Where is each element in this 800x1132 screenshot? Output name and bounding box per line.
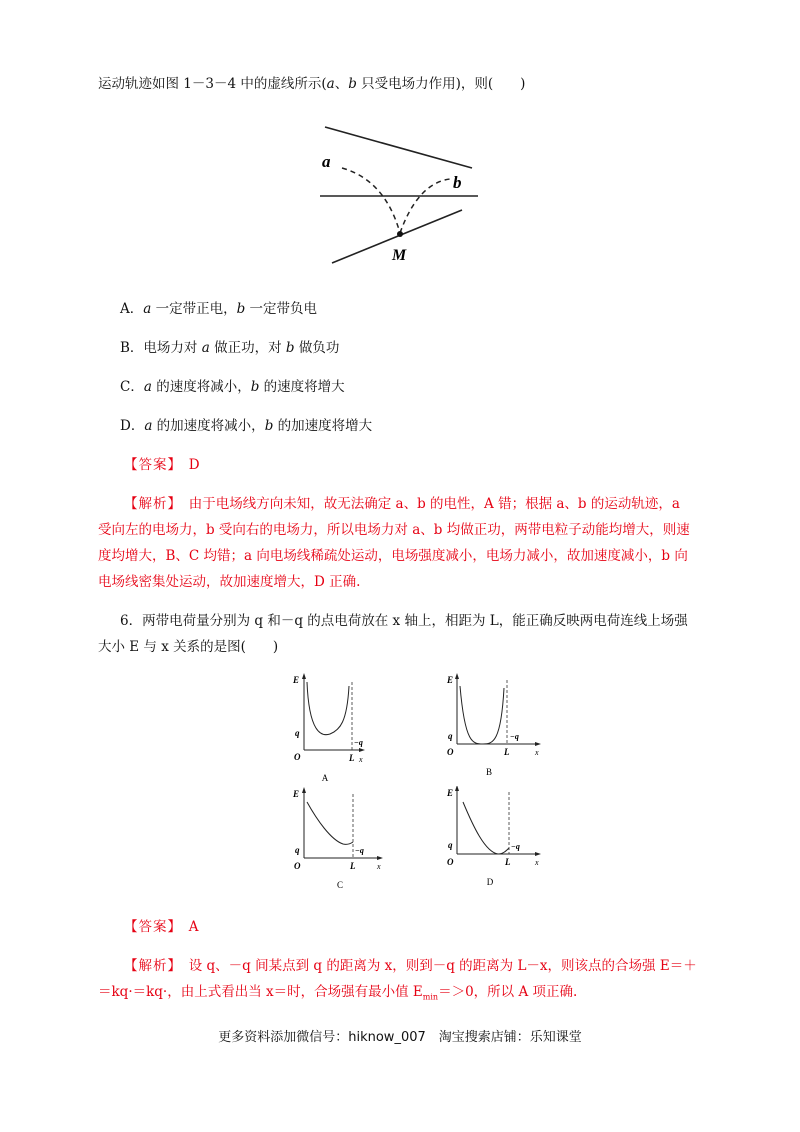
x-label: x <box>535 858 539 867</box>
l-label: L <box>350 861 356 871</box>
curve-b <box>460 686 504 744</box>
option-d: D．a 的加速度将减小，b 的加速度将增大 <box>120 418 373 434</box>
question-6-line-1: 6．两带电荷量分别为 q 和－q 的点电荷放在 x 轴上，相距为 L，能正确反映两电荷连线上场强 <box>120 613 688 629</box>
graph-caption: B <box>485 767 493 777</box>
analysis-5-line-3: 度均增大，B、C 均错；a 向电场线稀疏处运动，电场强度减小，电场力减小，故加速度减小，b 向 <box>98 548 688 564</box>
question-6-line-2: 大小 E 与 x 关系的是图( ) <box>98 639 279 655</box>
analysis-6-line-2: ＝kq·＝kq·，由上式看出当 x＝时，合场强有最小值 $E_{min}=>0$，所以 A 项正确. <box>98 984 578 1002</box>
trajectory-a <box>342 168 400 233</box>
axis-e-label: E <box>447 675 454 685</box>
question5-intro: 运动轨迹如图 1－3－4 中的虚线所示(a、b 只受电场力作用)，则( ) <box>98 76 526 92</box>
origin-label: O <box>447 747 454 757</box>
q-label: q <box>295 845 300 855</box>
answer-5: 【答案】 D <box>124 457 200 473</box>
curve-c <box>307 802 353 844</box>
label-a: a <box>322 152 331 171</box>
axis-e-label: E <box>293 789 300 799</box>
page-footer: 更多资料添加微信号：hiknow_007 淘宝搜索店铺：乐知课堂 <box>218 1030 582 1045</box>
curve-d <box>463 802 509 854</box>
option-b: B．电场力对 a 做正功，对 b 做负功 <box>120 340 340 356</box>
origin-label: O <box>294 861 301 871</box>
answer-6: 【答案】 A <box>124 919 199 935</box>
x-label: x <box>377 862 381 871</box>
l-label: L <box>505 857 511 867</box>
label-b: b <box>453 173 462 192</box>
l-label: L <box>504 747 510 757</box>
q-label: q <box>295 728 300 738</box>
option-a: A．a 一定带正电，b 一定带负电 <box>120 301 318 317</box>
point-m <box>397 231 403 237</box>
x-label: x <box>535 748 539 757</box>
neg-q-label: −q <box>511 842 520 851</box>
neg-q-label: −q <box>355 846 364 855</box>
neg-q-label: −q <box>354 738 363 747</box>
graph-caption: D <box>486 877 494 887</box>
field-line-figure <box>300 115 500 275</box>
origin-label: O <box>294 752 301 762</box>
neg-q-label: −q <box>510 732 519 741</box>
q-label: q <box>448 731 453 741</box>
x-label: x <box>359 755 363 764</box>
axis-e-label: E <box>447 788 454 798</box>
analysis-5-line-1: 【解析】 由于电场线方向未知，故无法确定 a、b 的电性，A 错；根据 a、b 的运动轨迹，a <box>124 496 680 512</box>
graph-d <box>443 786 543 898</box>
option-c: C．a 的速度将减小，b 的速度将增大 <box>120 379 345 395</box>
axis-e-label: E <box>293 675 300 685</box>
analysis-5-line-4: 电场线密集处运动，故加速度增大，D 正确. <box>98 574 361 590</box>
label-m: M <box>392 247 407 264</box>
analysis-6-line-1: 【解析】 设 q、－q 间某点到 q 的距离为 x，则到－q 的距离为 L－x，则该点的合场强 E＝＋ <box>124 958 697 974</box>
graph-caption: A <box>321 773 329 783</box>
origin-label: O <box>447 857 454 867</box>
analysis-5-line-2: 受向左的电场力，b 受向右的电场力，所以电场力对 a、b 均做正功，两带电粒子动能均增大，则速 <box>98 522 690 538</box>
l-label: L <box>349 753 355 763</box>
q-label: q <box>448 840 453 850</box>
graph-caption: C <box>336 880 344 890</box>
curve-a <box>307 682 349 735</box>
field-line-top <box>325 127 472 168</box>
graph-c <box>285 786 385 898</box>
graph-a <box>285 672 365 784</box>
graph-b <box>443 672 543 784</box>
